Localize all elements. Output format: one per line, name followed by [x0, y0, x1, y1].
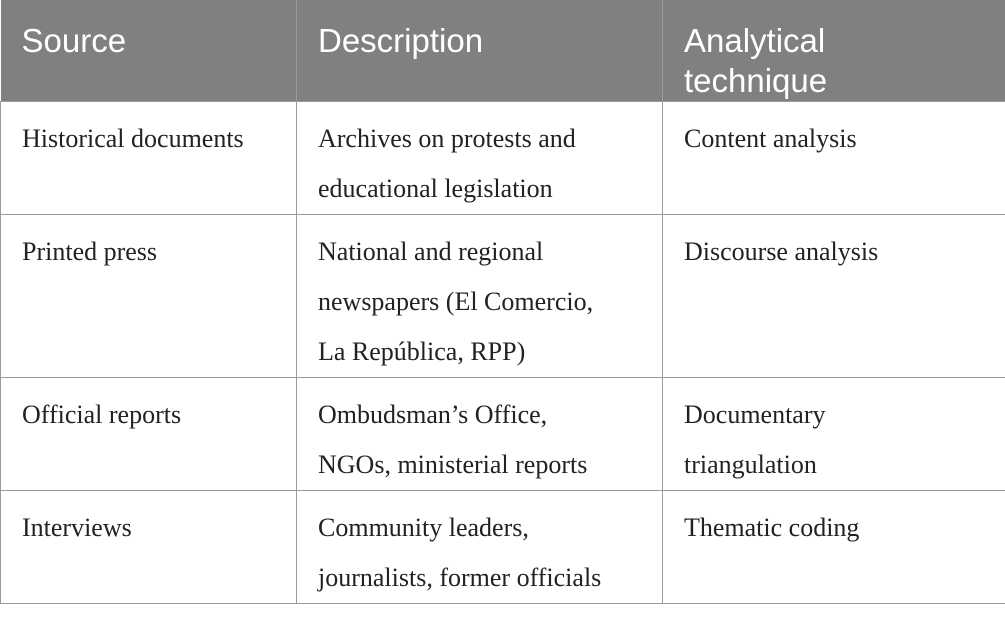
cell-text: Discourse analysis	[684, 237, 879, 266]
table-header	[1, 0, 1005, 102]
cell-text: Content analysis	[684, 124, 857, 153]
cell-text: Official reports	[22, 400, 182, 429]
cell-text: Community leaders,	[318, 513, 529, 542]
header-row	[1, 0, 1005, 102]
cell-text: Ombudsman’s Office,	[318, 400, 548, 429]
header-description-text: Description	[318, 22, 484, 59]
cell-source	[1, 378, 297, 491]
cell-text: NGOs, ministerial reports	[318, 450, 588, 479]
table-row	[1, 491, 1005, 604]
cell-text: Documentary	[684, 400, 826, 429]
table-body	[1, 102, 1005, 604]
cell-text: Historical documents	[22, 124, 244, 153]
header-technique-line-2: technique	[684, 62, 828, 99]
cell-text: Archives on protests and	[318, 124, 576, 153]
cell-text: National and regional	[318, 237, 544, 266]
cell-description	[297, 102, 663, 215]
header-technique-line-1: Analytical	[684, 22, 826, 59]
header-source-text: Source	[21, 22, 127, 59]
header-description	[297, 0, 663, 102]
cell-text: La República, RPP)	[318, 337, 526, 366]
cell-description	[297, 491, 663, 604]
cell-source	[1, 102, 297, 215]
cell-technique	[663, 378, 1005, 491]
table-row	[1, 378, 1005, 491]
header-source	[1, 0, 297, 102]
cell-technique	[663, 215, 1005, 378]
cell-description	[297, 378, 663, 491]
cell-text: newspapers (El Comercio,	[318, 287, 594, 316]
cell-text: Interviews	[22, 513, 132, 542]
cell-text: Thematic coding	[684, 513, 860, 542]
cell-text: journalists, former officials	[318, 563, 602, 592]
cell-text: triangulation	[684, 450, 817, 479]
table-row	[1, 215, 1005, 378]
cell-description	[297, 215, 663, 378]
cell-technique	[663, 491, 1005, 604]
cell-technique	[663, 102, 1005, 215]
header-analytical-technique	[663, 0, 1005, 102]
cell-source	[1, 215, 297, 378]
cell-source	[1, 491, 297, 604]
cell-text: Printed press	[22, 237, 158, 266]
table-row	[1, 102, 1005, 215]
cell-text: educational legislation	[318, 174, 553, 203]
